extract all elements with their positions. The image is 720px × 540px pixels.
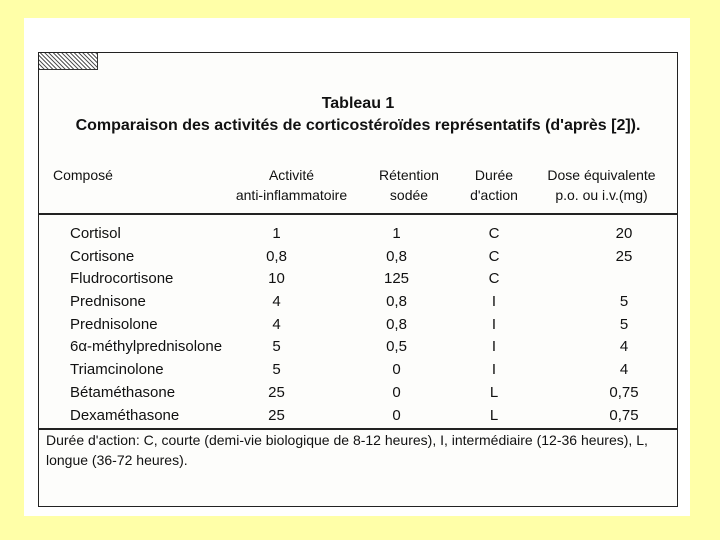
cell-dose: 25 (615, 247, 633, 265)
cell-activite: 5 (272, 338, 281, 356)
table-subtitle: Comparaison des activités de corticostéroïdes représentatifs (d'après [2]). (75, 117, 641, 134)
cell-retention: 0 (392, 406, 401, 424)
cell-activite: 10 (268, 270, 285, 288)
cell-activite: 4 (272, 293, 281, 311)
cell-duree: L (489, 383, 499, 401)
cell-duree: C (488, 225, 500, 242)
cell-compose: Triamcinolone (70, 361, 164, 379)
cell-activite: 4 (272, 315, 281, 333)
cell-dose: 4 (619, 361, 629, 379)
cell-duree: C (488, 247, 500, 265)
header-compose: Composé (53, 167, 113, 183)
corner-hatch-decoration (39, 53, 98, 70)
cell-retention: 0 (392, 383, 401, 401)
cell-dose: 0,75 (609, 383, 639, 401)
column-compose (70, 223, 222, 427)
cell-duree: I (491, 338, 497, 356)
header-duree: Durée d'action (470, 167, 518, 203)
table-footnote: Durée d'action: C, courte (demi-vie biologique de 8-12 heures), I, intermédiaire (12-36 heures), L, longue (36-72 heures). (46, 432, 648, 468)
cell-dose: 4 (619, 338, 629, 356)
cell-duree: I (491, 293, 497, 311)
cell-compose: 6α-méthylprednisolone (70, 338, 223, 356)
cell-dose: 5 (619, 315, 629, 333)
cell-activite: 25 (268, 406, 285, 424)
slide (24, 18, 690, 516)
cell-compose: Dexaméthasone (70, 406, 180, 424)
cell-duree: C (488, 270, 500, 288)
cell-compose: Cortisol (70, 225, 121, 242)
column-retention (364, 223, 429, 427)
cell-dose: 5 (619, 293, 629, 311)
column-activite (244, 223, 309, 427)
cell-compose: Prednisone (70, 293, 146, 311)
cell-retention: 125 (383, 270, 410, 288)
cell-retention: 0,5 (386, 338, 407, 356)
cell-activite: 5 (272, 361, 281, 379)
cell-dose: 20 (615, 225, 633, 242)
header-dose: Dose équivalente p.o. ou i.v.(mg) (547, 167, 656, 203)
header-retention: Rétention sodée (379, 167, 439, 203)
column-duree (479, 223, 509, 427)
table-title: Tableau 1 (321, 95, 395, 112)
cell-retention: 0,8 (386, 247, 407, 265)
cell-compose: Fludrocortisone (70, 270, 174, 288)
cell-duree: I (491, 361, 497, 379)
cell-activite: 0,8 (266, 247, 287, 265)
cell-retention: 0,8 (386, 315, 407, 333)
header-activite: Activité anti-inflammatoire (235, 167, 348, 203)
cell-duree: L (489, 406, 499, 424)
cell-compose: Prednisolone (70, 315, 158, 333)
cell-compose: Cortisone (70, 247, 135, 265)
cell-compose: Bétaméthasone (70, 383, 176, 401)
cell-retention: 1 (392, 225, 401, 242)
cell-activite: 25 (268, 383, 285, 401)
cell-activite: 1 (272, 225, 281, 242)
cell-dose: 0,75 (609, 406, 639, 424)
cell-retention: 0 (392, 361, 401, 379)
column-dose (589, 223, 659, 427)
header-rule (39, 213, 677, 215)
cell-retention: 0,8 (386, 293, 407, 311)
cell-duree: I (491, 315, 497, 333)
cell-dose (589, 268, 659, 291)
